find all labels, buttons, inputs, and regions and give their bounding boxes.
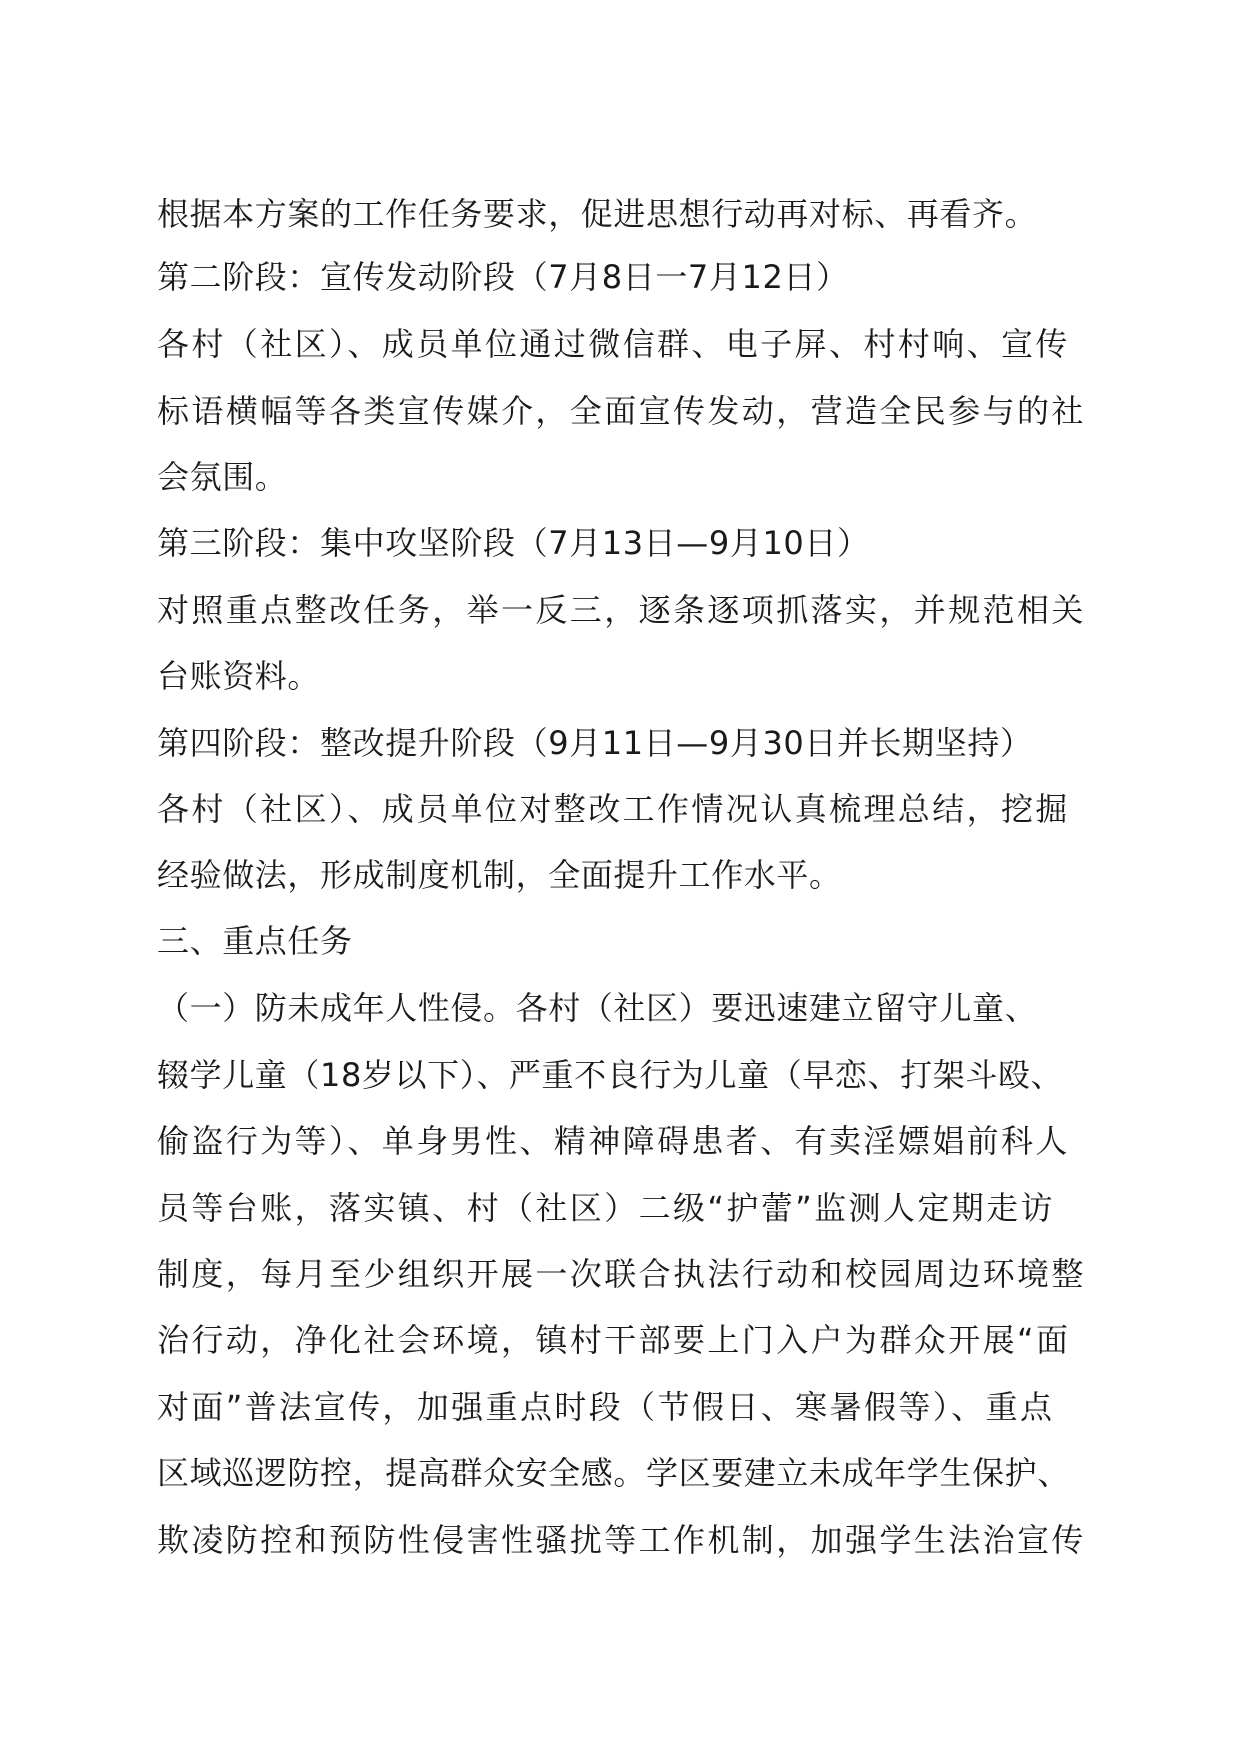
paragraph-line: 辍学儿童（18岁以下）、严重不良行为儿童（早恋、打架斗殴、 bbox=[157, 1056, 1064, 1094]
paragraph-line: 根据本方案的工作任务要求，促进思想行动再对标、再看齐。 bbox=[157, 195, 1038, 233]
paragraph-line: 对照重点整改任务，举一反三，逐条逐项抓落实，并规范相关 bbox=[157, 591, 1086, 629]
paragraph-line: 对面”普法宣传，加强重点时段（节假日、寒暑假等）、重点 bbox=[157, 1388, 1055, 1426]
stage-two-heading: 第二阶段：宣传发动阶段（7月8日一7月12日） bbox=[157, 258, 849, 296]
paragraph-line: 标语横幅等各类宣传媒介，全面宣传发动，营造全民参与的社 bbox=[157, 392, 1086, 430]
paragraph-line: 员等台账，落实镇、村（社区）二级“护蕾”监测人定期走访 bbox=[157, 1189, 1055, 1227]
paragraph-line: 各村（社区）、成员单位对整改工作情况认真梳理总结，挖掘 bbox=[157, 790, 1070, 828]
paragraph-line: 各村（社区）、成员单位通过微信群、电子屏、村村响、宣传 bbox=[157, 325, 1070, 363]
paragraph-line: 台账资料。 bbox=[157, 657, 321, 695]
stage-four-heading: 第四阶段：整改提升阶段（9月11日—9月30日并长期坚持） bbox=[157, 724, 1033, 762]
paragraph-line: 经验做法，形成制度机制，全面提升工作水平。 bbox=[157, 856, 842, 894]
section-heading-key-tasks: 三、重点任务 bbox=[157, 922, 353, 960]
paragraph-line: 偷盗行为等）、单身男性、精神障碍患者、有卖淫嫖娼前科人 bbox=[157, 1122, 1070, 1160]
paragraph-line: 会氛围。 bbox=[157, 458, 288, 496]
stage-three-heading: 第三阶段：集中攻坚阶段（7月13日—9月10日） bbox=[157, 524, 870, 562]
paragraph-line: 治行动，净化社会环境，镇村干部要上门入户为群众开展“面 bbox=[157, 1321, 1071, 1359]
paragraph-line: （一）防未成年人性侵。各村（社区）要迅速建立留守儿童、 bbox=[157, 989, 1038, 1027]
paragraph-line: 制度，每月至少组织开展一次联合执法行动和校园周边环境整 bbox=[157, 1255, 1086, 1293]
paragraph-line: 区域巡逻防控，提高群众安全感。学区要建立未成年学生保护、 bbox=[157, 1454, 1070, 1492]
paragraph-line: 欺凌防控和预防性侵害性骚扰等工作机制，加强学生法治宣传 bbox=[157, 1521, 1086, 1559]
